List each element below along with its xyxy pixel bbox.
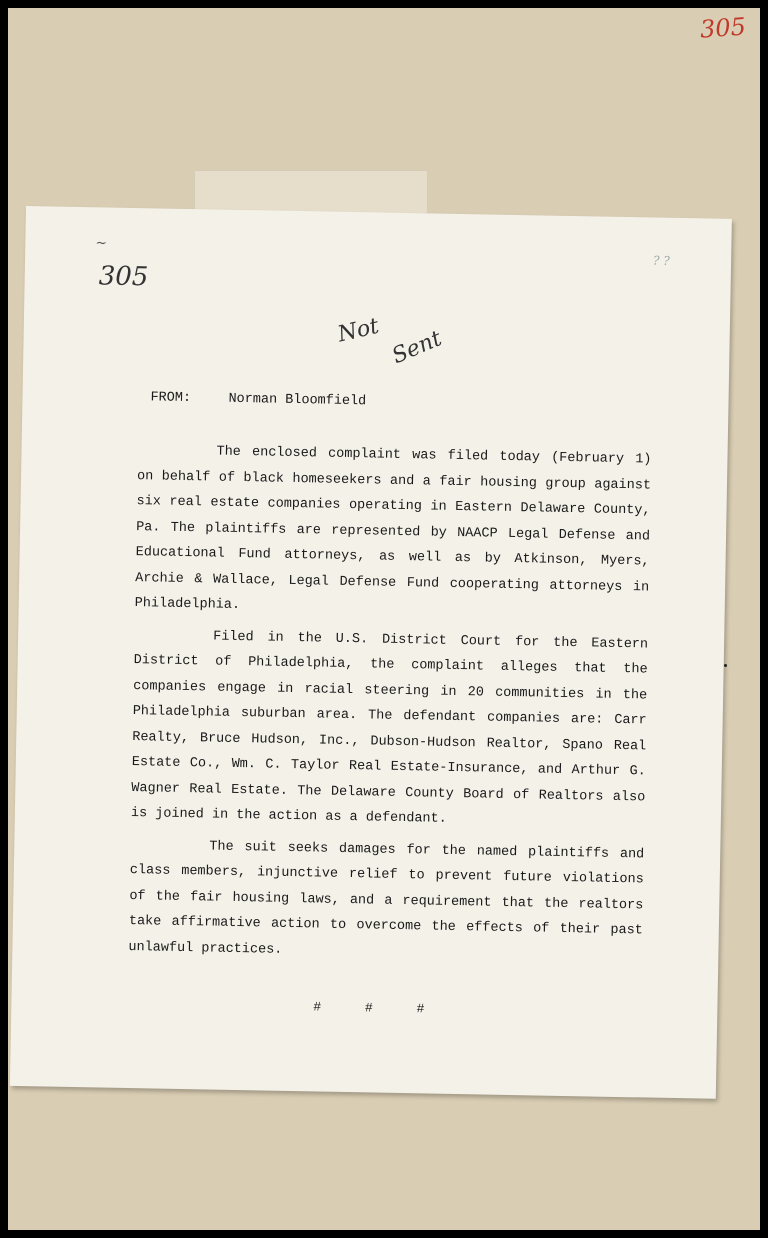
handwritten-page-number: 305: [98, 261, 149, 293]
handwritten-corner-marks: ? ?: [652, 253, 670, 268]
end-mark: # # #: [313, 999, 443, 1017]
margin-dot: [724, 664, 727, 667]
document-frame: [8, 8, 760, 1230]
from-name: Norman Bloomfield: [228, 391, 367, 410]
handwritten-scribble: ~: [95, 235, 108, 252]
memo-body: [128, 438, 652, 975]
from-label: FROM:: [150, 390, 192, 407]
paragraph-complaint: The enclosed complaint was filed today (February 1) on behalf of black homeseekers and a fair housing group against six real estate companies operating in Eastern Delaware County, Pa. The plaintiffs are represented by NAACP Legal Defense and Educational Fund attorneys, as well as by Atkinson, Myers, Archie & Wallace, Legal Defense Fund cooperating attorneys in Philadelphia.: [134, 444, 652, 613]
handwritten-not: Not: [335, 313, 382, 348]
paragraph-relief: The suit seeks damages for the named plaintiffs and class members, injunctive relief to prevent future violations of the fair housing laws, and a requirement that the realtors take affirmative action to overcome the effects of their past unlawful practices.: [128, 838, 645, 958]
archive-page-number: 305: [699, 12, 747, 44]
from-line: [150, 390, 366, 409]
adhesive-tape: [194, 170, 428, 214]
handwritten-sent: Sent: [388, 326, 446, 370]
paragraph-defendants: Filed in the U.S. District Court for the Eastern District of Philadelphia, the complaint alleges that the companies engage in racial steering in 20 communities in the Philadelphia suburban area. The defendant companies are: Carr Realty, Bruce Hudson, Inc., Dubson-Hudson Realtor, Spano Real Estate Co., Wm. C. Taylor Real Estate-Insurance, and Arthur G. Wagner Real Estate. The Delaware County Board of Realtors also is joined in the action as a defendant.: [130, 629, 649, 827]
memo-sheet: [10, 206, 732, 1099]
